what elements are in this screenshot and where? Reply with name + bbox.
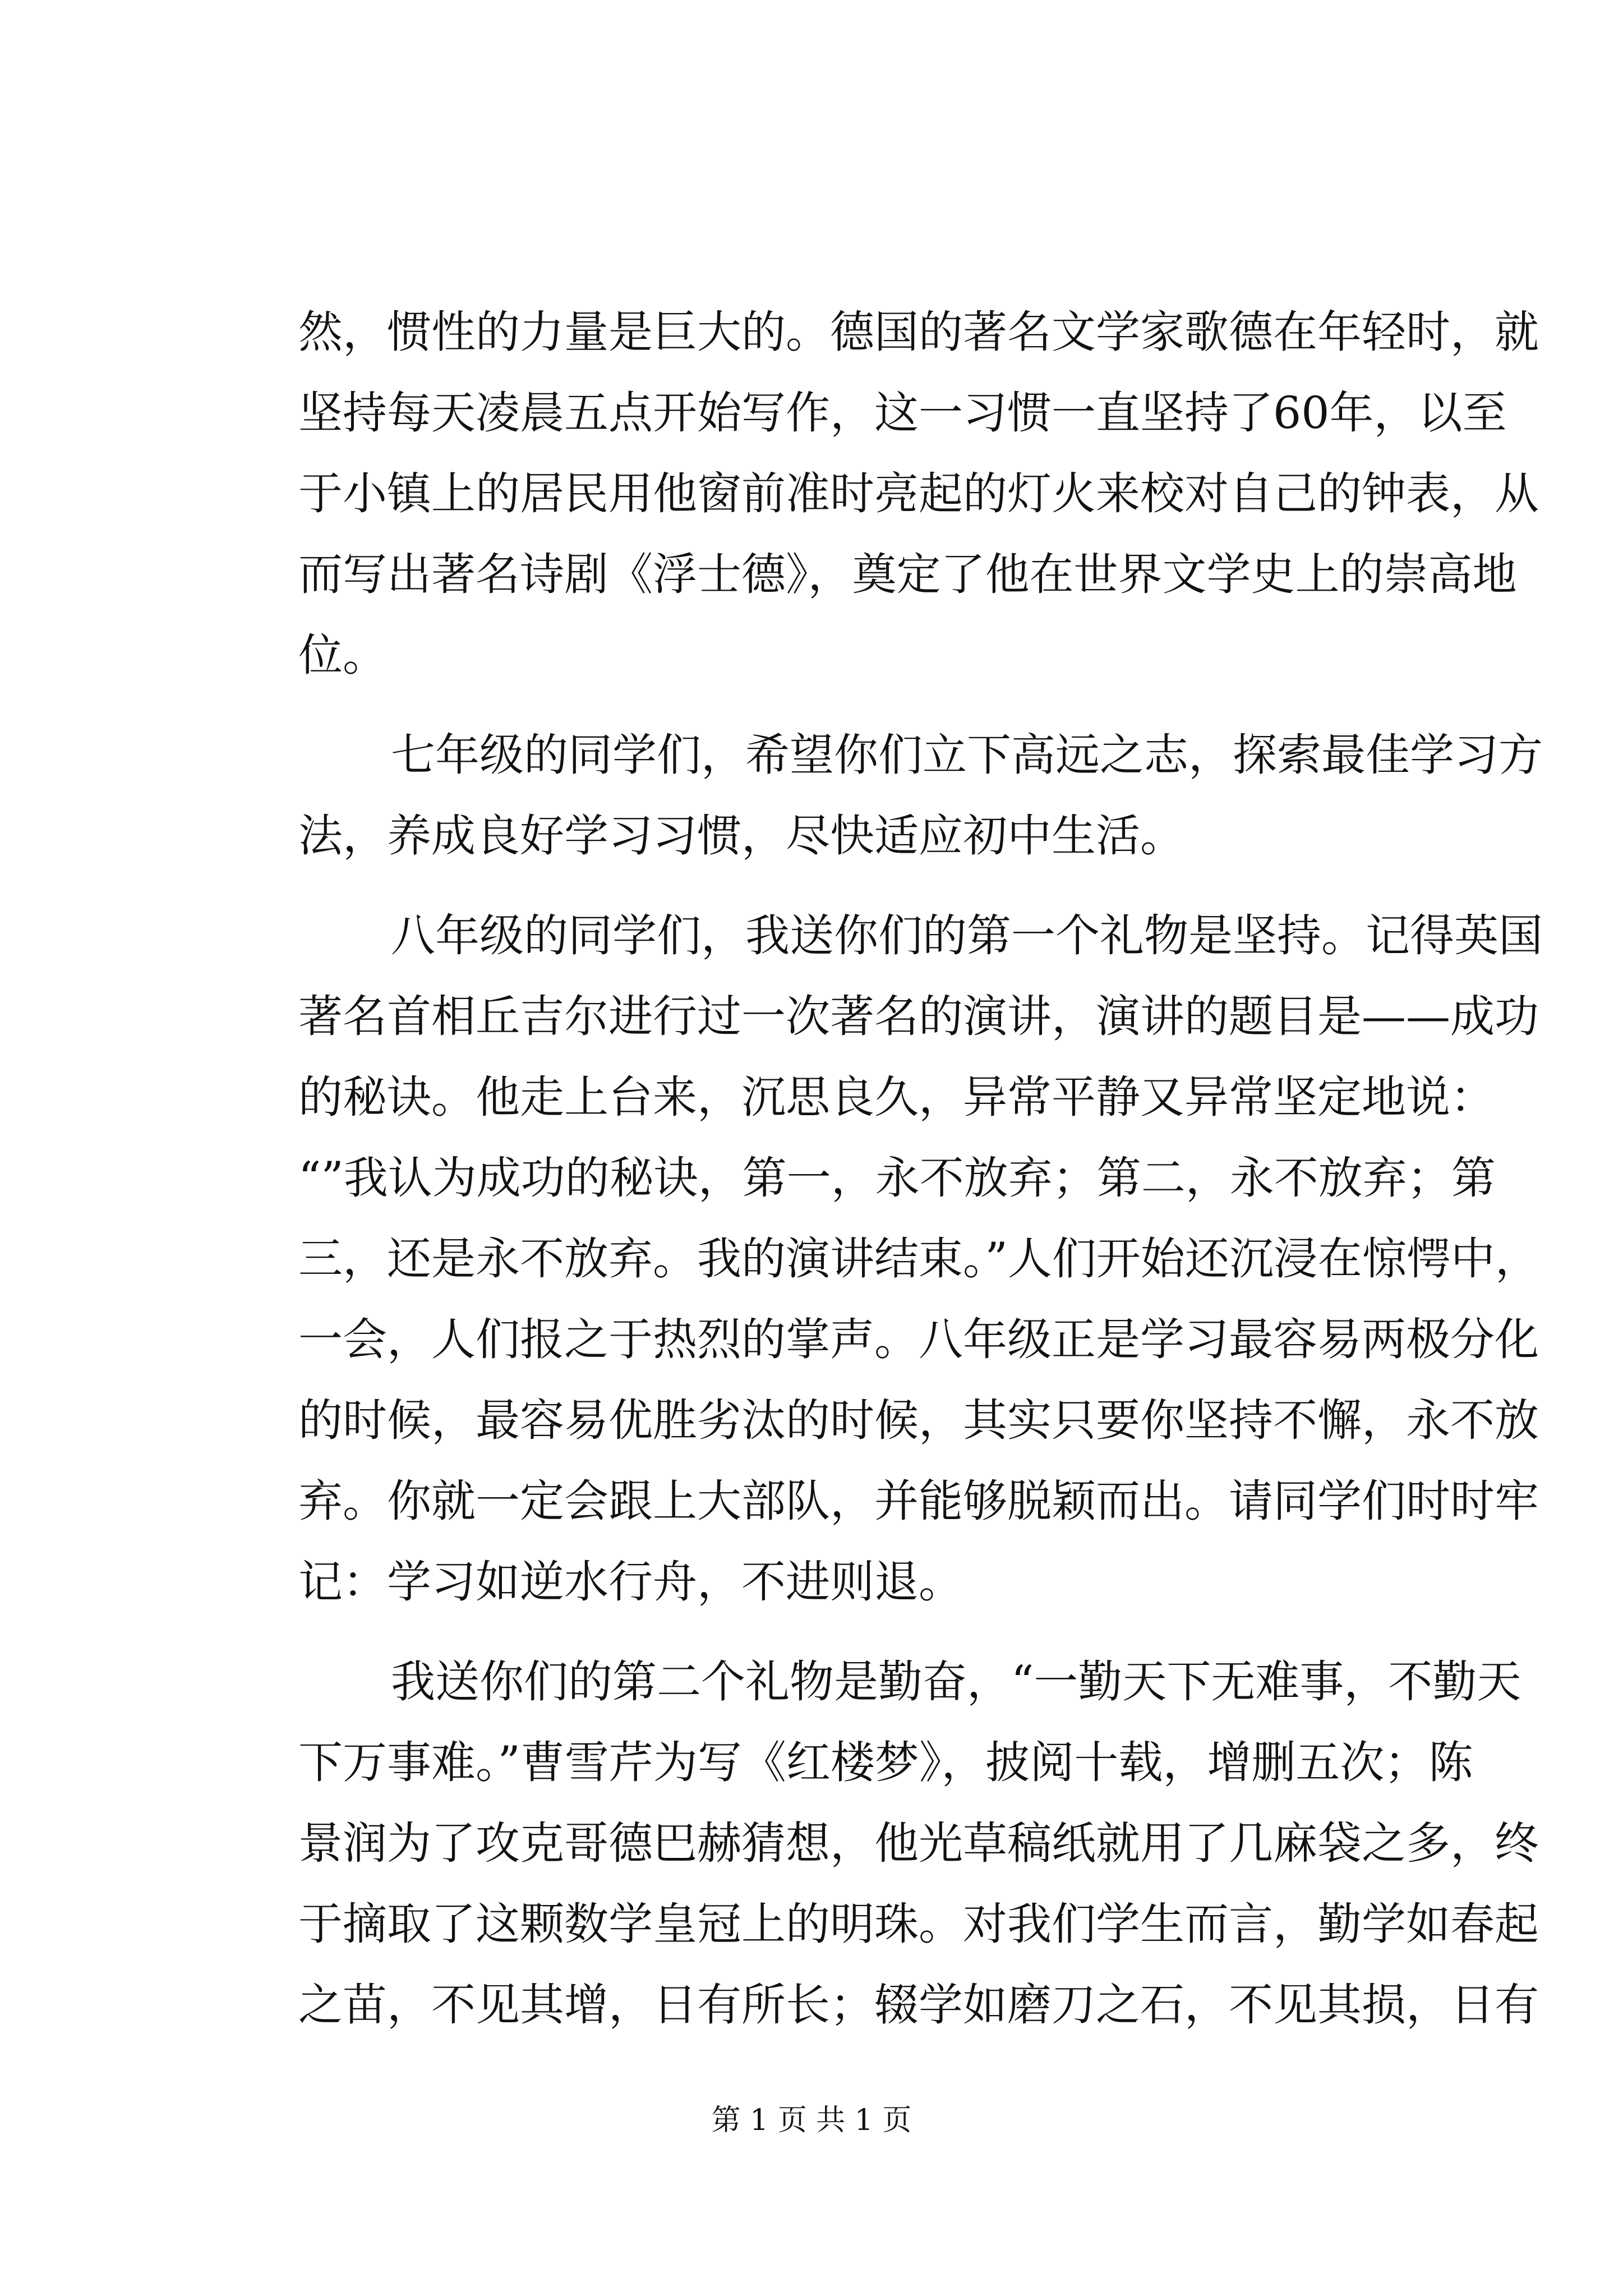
paragraph-gap bbox=[298, 696, 1409, 715]
document-body bbox=[298, 292, 1543, 2045]
text-line: 著名首相丘吉尔进行过一次著名的演讲，演讲的题目是——成功 bbox=[298, 991, 1539, 1042]
text-line: 记：学习如逆水行舟，不进则退。 bbox=[298, 1556, 963, 1608]
text-line: 于摘取了这颗数学皇冠上的明珠。对我们学生而言，勤学如春起 bbox=[298, 1898, 1539, 1950]
text-line: 一会，人们报之于热烈的掌声。八年级正是学习最容易两极分化 bbox=[298, 1314, 1539, 1365]
text-line: 的秘诀。他走上台来，沉思良久，异常平静又异常坚定地说： bbox=[298, 1071, 1495, 1123]
text-line: 于小镇上的居民用他窗前准时亮起的灯火来校对自己的钟表，从 bbox=[298, 468, 1539, 519]
text-line: 八年级的同学们，我送你们的第一个礼物是坚持。记得英国 bbox=[391, 910, 1543, 961]
text-line: 下万事难。”曹雪芹为写《红楼梦》，披阅十载，增删五次；陈 bbox=[298, 1737, 1473, 1788]
paragraph-gap bbox=[298, 876, 1409, 895]
paragraph-gap bbox=[298, 1622, 1409, 1641]
text-line: 而写出著名诗剧《浮士德》，奠定了他在世界文学史上的崇高地 bbox=[298, 549, 1517, 600]
text-line: 景润为了攻克哥德巴赫猜想，他光草稿纸就用了几麻袋之多，终 bbox=[298, 1818, 1539, 1869]
text-line: 三，还是永不放弃。我的演讲结束。”人们开始还沉浸在惊愕中， bbox=[298, 1233, 1539, 1285]
text-line: 弃。你就一定会跟上大部队，并能够脱颖而出。请同学们时时牢 bbox=[298, 1475, 1539, 1527]
text-line: “”我认为成功的秘诀，第一，永不放弃；第二，永不放弃；第 bbox=[298, 1152, 1496, 1204]
text-line: 的时候，最容易优胜劣汰的时候，其实只要你坚持不懈，永不放 bbox=[298, 1395, 1539, 1446]
text-line: 我送你们的第二个礼物是勤奋，“一勤天下无难事，不勤天 bbox=[391, 1656, 1521, 1708]
text-line: 坚持每天凌晨五点开始写作，这一习惯一直坚持了60年，以至 bbox=[298, 387, 1507, 439]
text-line: 之苗，不见其增，日有所长；辍学如磨刀之石，不见其损，日有 bbox=[298, 1979, 1539, 2031]
paragraph bbox=[298, 292, 1539, 696]
paragraph bbox=[298, 715, 1543, 876]
text-line: 然，惯性的力量是巨大的。德国的著名文学家歌德在年轻时，就 bbox=[298, 306, 1539, 358]
text-line: 位。 bbox=[298, 629, 387, 681]
page-footer: 第 1 页 共 1 页 bbox=[711, 2104, 912, 2137]
paragraph bbox=[298, 895, 1543, 1622]
text-line: 七年级的同学们，希望你们立下高远之志，探索最佳学习方 bbox=[391, 729, 1543, 781]
paragraph bbox=[298, 1641, 1539, 2045]
text-line: 法，养成良好学习习惯，尽快适应初中生活。 bbox=[298, 810, 1184, 862]
